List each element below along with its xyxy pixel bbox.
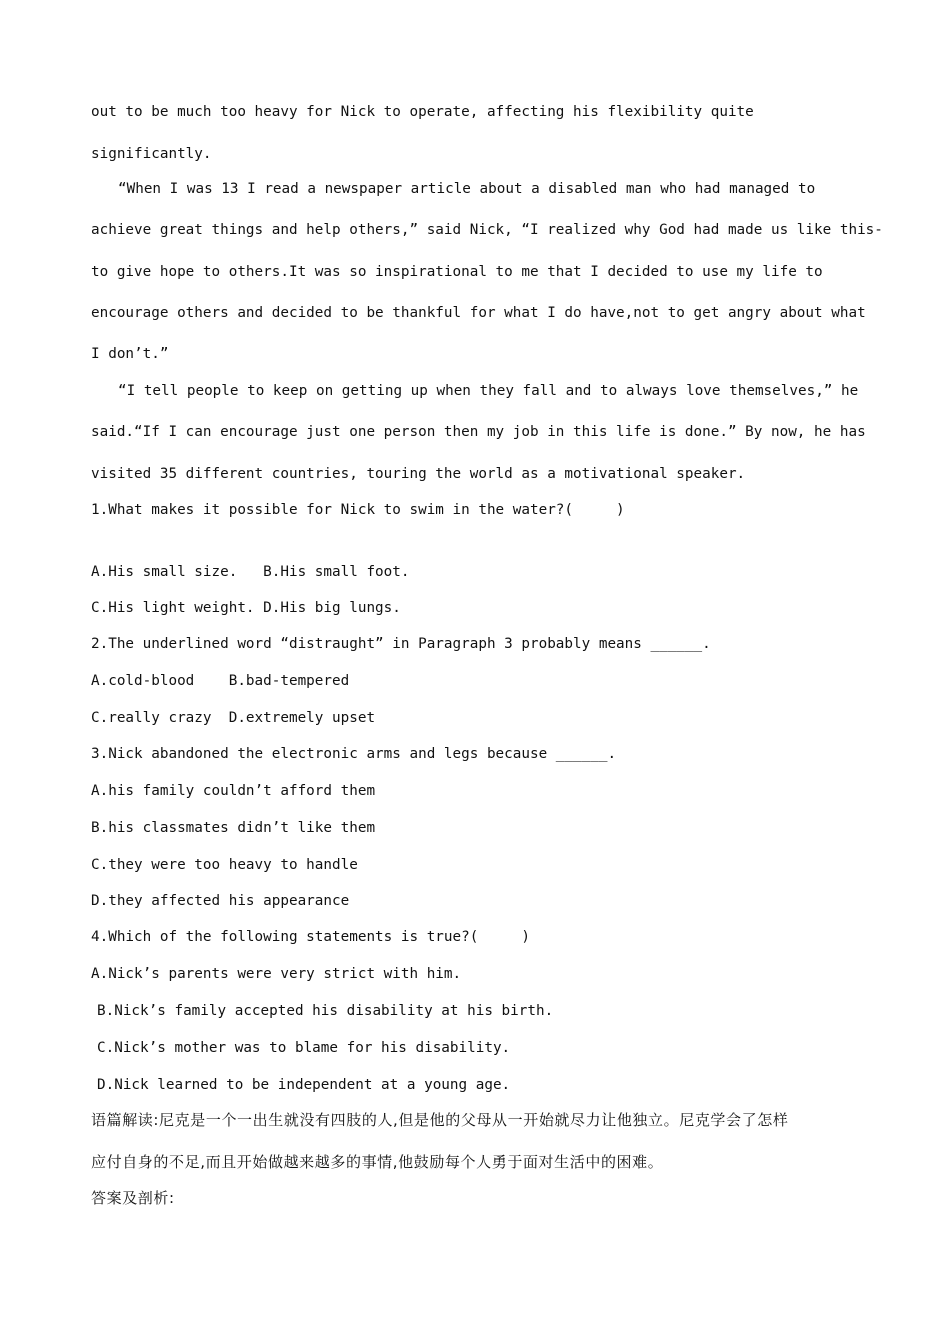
question-option: A.his family couldn’t afford them [91, 783, 376, 799]
passage-line: said.“If I can encourage just one person then my job in this life is done.” By now, he has [91, 424, 866, 440]
question-option: C.they were too heavy to handle [91, 857, 358, 873]
question-option: A.Nick’s parents were very strict with him. [91, 966, 462, 982]
passage-line: “I tell people to keep on getting up when they fall and to always love themselves,” he [118, 383, 859, 399]
passage-line: encourage others and decided to be thankful for what I do have,not to get angry about what [91, 305, 866, 321]
passage-line: visited 35 different countries, touring the world as a motivational speaker. [91, 466, 746, 482]
passage-line: significantly. [91, 146, 212, 162]
analysis-line: 语篇解读:尼克是一个一出生就没有四肢的人,但是他的父母从一开始就尽力让他独立。尼克学会了怎样 [91, 1111, 789, 1129]
question-option: A.His small size. B.His small foot. [91, 564, 410, 580]
analysis-line: 应付自身的不足,而且开始做越来越多的事情,他鼓励每个人勇于面对生活中的困难。 [91, 1153, 664, 1171]
passage-line: “When I was 13 I read a newspaper article about a disabled man who had managed to [118, 181, 816, 197]
passage-line: out to be much too heavy for Nick to operate, affecting his flexibility quite [91, 104, 754, 120]
answer-heading: 答案及剖析: [91, 1189, 175, 1207]
question-option: C.really crazy D.extremely upset [91, 710, 376, 726]
question-option: D.Nick learned to be independent at a young age. [97, 1077, 511, 1093]
question-option: C.Nick’s mother was to blame for his disability. [97, 1040, 511, 1056]
question-option: B.his classmates didn’t like them [91, 820, 376, 836]
passage-line: to give hope to others.It was so inspirational to me that I decided to use my life to [91, 264, 823, 280]
passage-line: I don’t.” [91, 346, 169, 362]
question-option: D.they affected his appearance [91, 893, 350, 909]
question-stem: 2.The underlined word “distraught” in Paragraph 3 probably means ______. [91, 636, 711, 652]
passage-line: achieve great things and help others,” said Nick, “I realized why God had made us like this- [91, 222, 883, 238]
question-stem: 1.What makes it possible for Nick to swim in the water?( ) [91, 502, 625, 518]
question-stem: 3.Nick abandoned the electronic arms and legs because ______. [91, 746, 617, 762]
question-option: C.His light weight. D.His big lungs. [91, 600, 401, 616]
question-stem: 4.Which of the following statements is true?( ) [91, 929, 530, 945]
question-option: B.Nick’s family accepted his disability at his birth. [97, 1003, 554, 1019]
question-option: A.cold-blood B.bad-tempered [91, 673, 350, 689]
